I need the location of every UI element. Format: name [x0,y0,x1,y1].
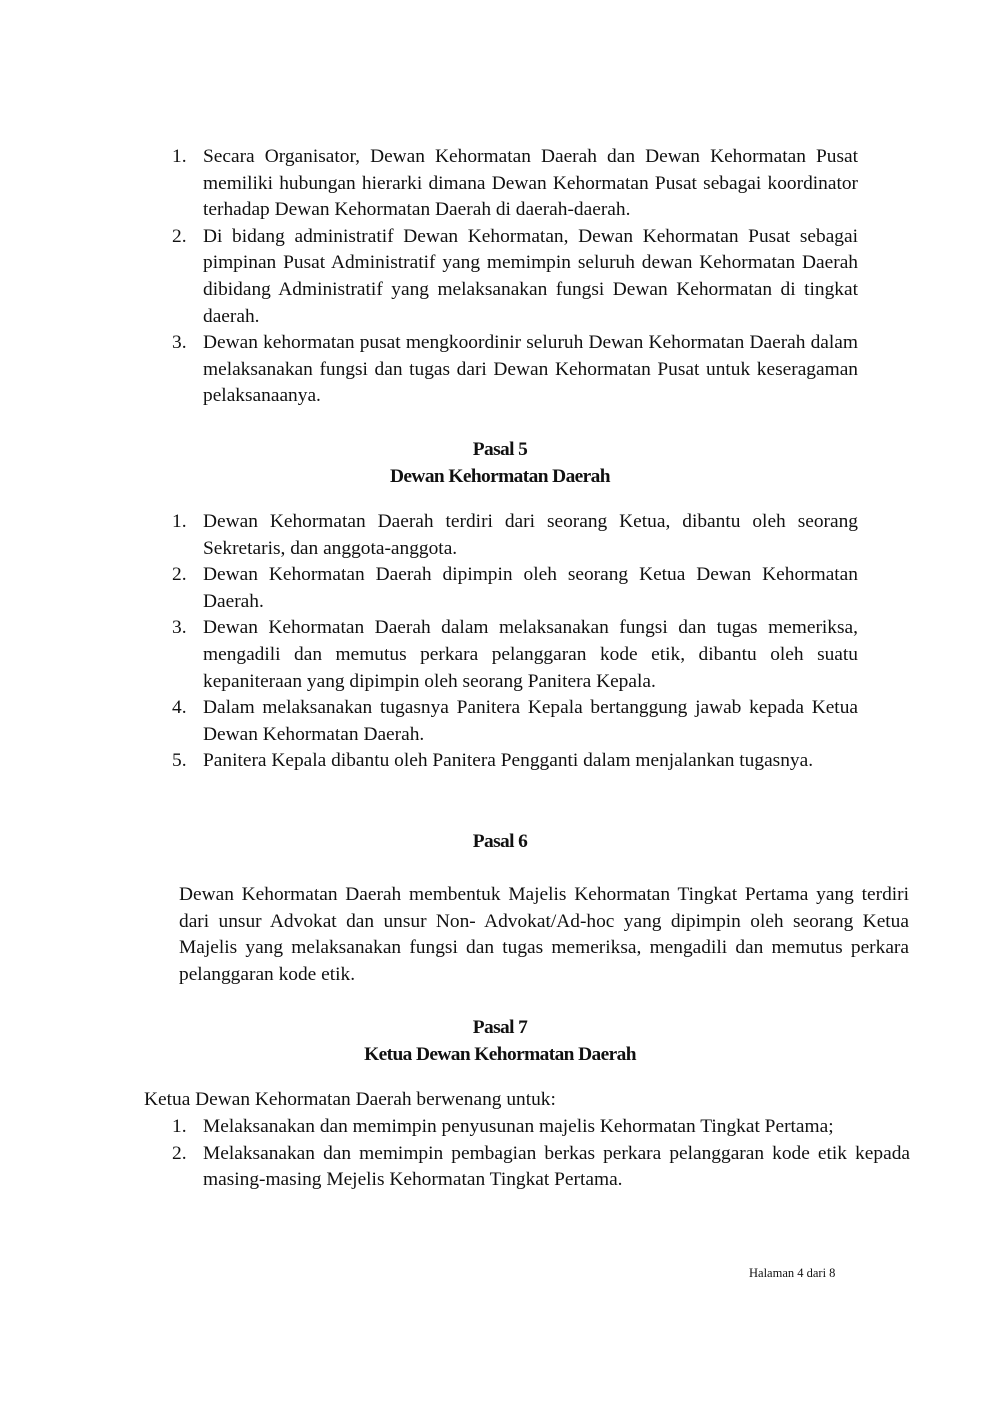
item-text: Melaksanakan dan memimpin penyusunan majelis Kehormatan Tingkat Pertama; [203,1116,834,1137]
page-number-footer: Halaman 4 dari 8 [749,1266,836,1280]
pasal6-title: Pasal 6 [472,831,528,852]
item-text: Di bidang administratif Dewan Kehormatan, Dewan Kehormatan Pusat sebagai pimpinan Pusat Administratif yang memimpin seluruh dewan Kehormatan Daerah dibidang Administratif yang melaksanakan fungsi Dewan Kehormatan di tingkat daerah. [203,225,858,327]
pasal5-subtitle: Dewan Kehormatan Daerah [390,466,610,487]
item-number: 5. [172,750,187,772]
item-number: 1. [172,511,187,532]
list-item [172,562,858,615]
item-text: Secara Organisator, Dewan Kehormatan Daerah dan Dewan Kehormatan Pusat memiliki hubungan hierarki dimana Dewan Kehormatan Pusat sebagai koordinator terhadap Dewan Kehormatan Daerah di daerah-daerah. [203,146,858,221]
item-number: 2. [172,225,187,247]
item-text: Dewan kehormatan pusat mengkoordinir seluruh Dewan Kehormatan Daerah dalam melaksanakan fungsi dan tugas dari Dewan Kehormatan Pusat untuk keseragaman pelaksanaanya. [203,332,858,407]
item-number: 3. [172,332,187,354]
item-text: Dewan Kehormatan Daerah dipimpin oleh seorang Ketua Dewan Kehormatan Daerah. [203,564,858,612]
pasal7-list [172,1114,910,1194]
pasal7-intro: Ketua Dewan Kehormatan Daerah berwenang untuk: [144,1089,556,1110]
item-text: Dalam melaksanakan tugasnya Panitera Kepala bertanggung jawab kepada Ketua Dewan Kehormatan Daerah. [203,697,858,745]
pasal7-subtitle: Ketua Dewan Kehormatan Daerah [364,1044,636,1065]
list-item [172,509,858,562]
item-number: 2. [172,564,187,586]
item-number: 3. [172,617,187,639]
list-item [172,615,858,695]
item-text: Dewan Kehormatan Daerah dalam melaksanakan fungsi dan tugas memeriksa, mengadili dan memutus perkara pelanggaran kode etik, dibantu oleh suatu kepaniteraan yang dipimpin oleh seorang Panitera Kepala. [203,617,858,692]
pasal5-list [172,509,858,775]
list-item [172,330,858,410]
pasal5-title: Pasal 5 [472,439,528,460]
pasal7-title: Pasal 7 [472,1017,528,1038]
intro-list [172,144,858,410]
list-item [172,748,858,775]
list-item [172,1114,910,1141]
item-text: Melaksanakan dan memimpin pembagian berkas perkara pelanggaran kode etik kepada masing-masing Mejelis Kehormatan Tingkat Pertama. [203,1142,910,1191]
list-item [172,1141,910,1194]
item-number: 1. [172,146,187,167]
item-number: 2. [172,1142,187,1164]
item-text: Dewan Kehormatan Daerah terdiri dari seorang Ketua, dibantu oleh seorang Sekretaris, dan anggota-anggota. [203,511,858,559]
list-item [172,695,858,748]
item-number: 4. [172,697,187,719]
list-item [172,224,858,330]
list-item [172,144,858,224]
item-text: Panitera Kepala dibantu oleh Panitera Pengganti dalam menjalankan tugasnya. [203,750,814,772]
item-number: 1. [172,1116,187,1137]
pasal6-body: Dewan Kehormatan Daerah membentuk Majelis Kehormatan Tingkat Pertama yang terdiri dari unsur Advokat dan unsur Non- Advokat/Ad-hoc yang dipimpin oleh seorang Ketua Majelis yang melaksanakan fungsi dan tugas memeriksa, mengadili dan memutus perkara pelanggaran kode etik. [179,884,909,985]
